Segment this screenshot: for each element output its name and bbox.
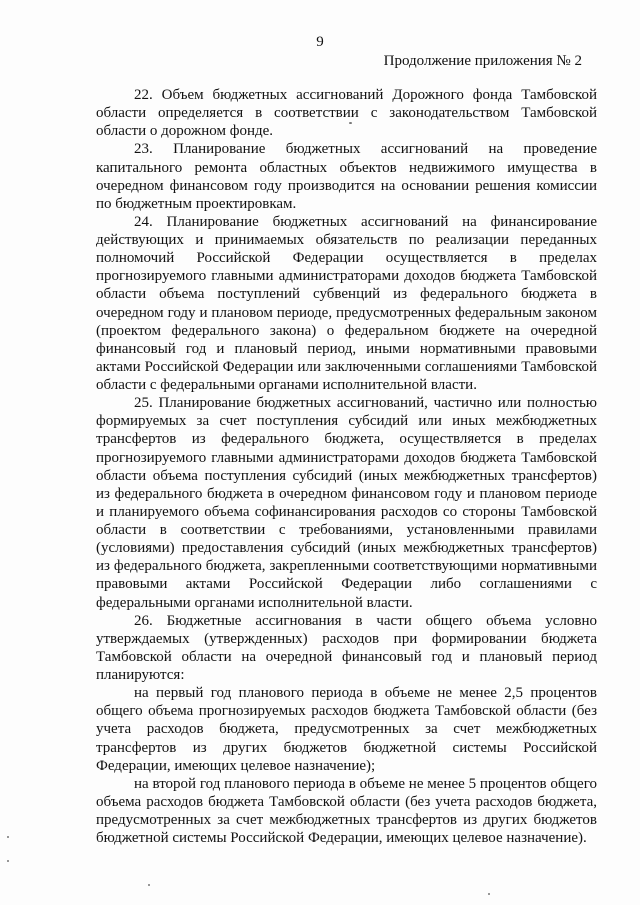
paragraph-26: 26. Бюджетные ассигнования в части общего объема условно утверждаемых (утвержденных) расходов при формировании бюджета Тамбовской области на очередной финансовый год и плановый период планируются: (96, 612, 597, 683)
paragraph-23: 23. Планирование бюджетных ассигнований на проведение капитального ремонта областных объектов недвижимого имущества в очередном финансовом году производится на основании решения комиссии по бюджетным проектировкам. (96, 141, 597, 212)
scan-speck (148, 884, 150, 886)
paragraph-22: 22. Объем бюджетных ассигнований Дорожного фонда Тамбовской области определяется в соответствии с законодательством Тамбовской области о дорожном фонде. (96, 87, 597, 140)
scan-speck (349, 122, 352, 124)
scan-speck (7, 860, 9, 862)
paragraph-26-first-year: на первый год планового периода в объеме не менее 2,5 процентов общего объема прогнозируемых расходов бюджета Тамбовской области (без учета расходов бюджета, предусмотренных за счет межбюджетных трансфертов из других бюджетов бюджетной системы Российской Федерации, имеющих целевое назначение); (96, 685, 597, 774)
page-number: 9 (316, 34, 324, 50)
paragraph-24: 24. Планирование бюджетных ассигнований на финансирование действующих и принимаемых обязательств по реализации переданных полномочий Российской Федерации осуществляется в пределах прогнозируемого главными администраторами доходов бюджета Тамбовской области объема поступлений субвенций из федерального бюджета в очередном году и плановом периоде, предусмотренных федеральным законом (проектом федерального закона) о федеральном бюджете на очередной финансовый год и плановый период, иными нормативными правовыми актами Российской Федерации или заключенными соглашениями Тамбовской области с федеральными органами исполнительной власти. (96, 213, 597, 393)
document-body (96, 86, 597, 847)
appendix-continuation-note: Продолжение приложения № 2 (383, 53, 582, 69)
scan-speck (7, 836, 9, 838)
paragraph-25: 25. Планирование бюджетных ассигнований, частично или полностью формируемых за счет поступления субсидий или иных межбюджетных трансфертов из федерального бюджета, осуществляется в пределах прогнозируемого главными администраторами доходов бюджета Тамбовской области объема поступления субсидий (иных межбюджетных трансфертов) из федерального бюджета в очередном финансовом году и плановом периоде и планируемого объема софинансирования расходов со стороны Тамбовской области в соответствии с требованиями, установленными правилами (условиями) предоставления субсидий (иных межбюджетных трансфертов) из федерального бюджета, закрепленными соответствующими нормативными правовыми актами Российской Федерации либо соглашениями с федеральными органами исполнительной власти. (96, 395, 597, 611)
scan-speck (488, 893, 490, 895)
paragraph-26-second-year: на второй год планового периода в объеме не менее 5 процентов общего объема расходов бюджета Тамбовской области (без учета расходов бюджета, предусмотренных за счет межбюджетных трансфертов из других бюджетов бюджетной системы Российской Федерации, имеющих целевое назначение). (96, 775, 597, 847)
